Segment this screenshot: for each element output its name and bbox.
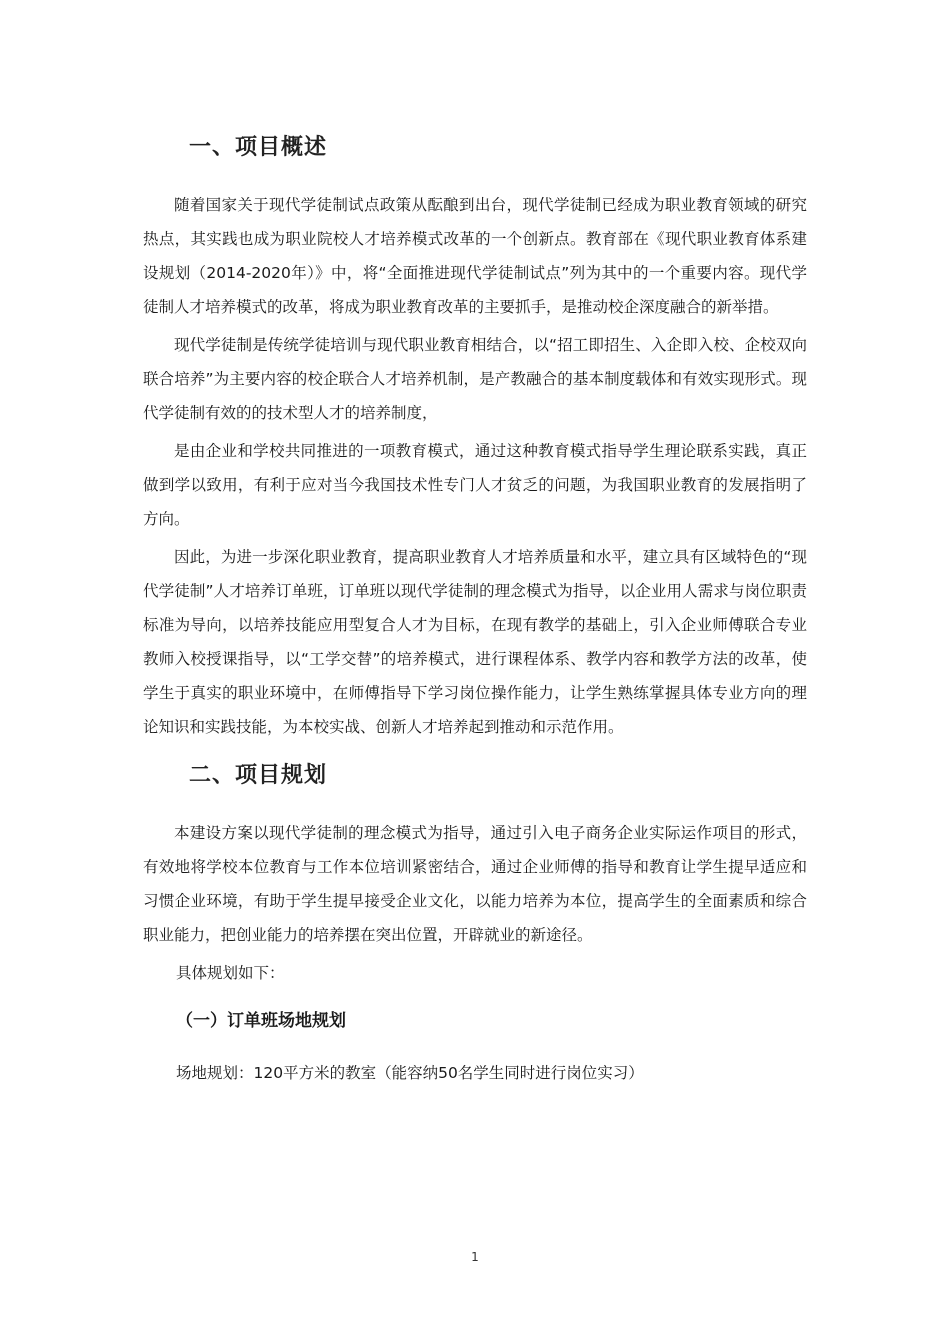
section-1-title: 一、项目概述 bbox=[189, 135, 328, 160]
section-2-title: 二、项目规划 bbox=[189, 763, 328, 788]
section-1-paragraph-1: 随着国家关于现代学徒制试点政策从酝酿到出台，现代学徒制已经成为职业教育领域的研究热点，其实践也成为职业院校人才培养模式改革的一个创新点。教育部在《现代职业教育体系建设规划（2014-2020年）》中，将“全面推进现代学徒制试点”列为其中的一个重要内容。现代学徒制人才培养模式的改革，将成为职业教育改革的主要抓手，是推动校企深度融合的新举措。 bbox=[143, 196, 807, 316]
section-1-paragraph-2: 现代学徒制是传统学徒培训与现代职业教育相结合，以“招工即招生、入企即入校、企校双向联合培养”为主要内容的校企联合人才培养机制，是产教融合的基本制度载体和有效实现形式。现代学徒制有效的的技术型人才的培养制度， bbox=[143, 336, 807, 422]
section-2-intro: 本建设方案以现代学徒制的理念模式为指导，通过引入电子商务企业实际运作项目的形式，有效地将学校本位教育与工作本位培训紧密结合，通过企业师傅的指导和教育让学生提早适应和习惯企业环境，有助于学生提早接受企业文化，以能力培养为本位，提高学生的全面素质和综合职业能力，把创业能力的培养摆在突出位置，开辟就业的新途径。 bbox=[143, 824, 807, 944]
section-1-paragraph-4: 因此，为进一步深化职业教育，提高职业教育人才培养质量和水平，建立具有区域特色的“现代学徒制”人才培养订单班，订单班以现代学徒制的理念模式为指导，以企业用人需求与岗位职责标准为导向，以培养技能应用型复合人才为目标，在现有教学的基础上，引入企业师傅联合专业教师入校授课指导，以“工学交替”的培养模式，进行课程体系、教学内容和教学方法的改革，使学生于真实的职业环境中，在师傅指导下学习岗位操作能力，让学生熟练掌握具体专业方向的理论知识和实践技能，为本校实战、创新人才培养起到推动和示范作用。 bbox=[143, 548, 807, 736]
document-body bbox=[143, 128, 807, 1090]
section-1-paragraph-3: 是由企业和学校共同推进的一项教育模式，通过这种教育模式指导学生理论联系实践，真正做到学以致用，有利于应对当今我国技术性专门人才贫乏的问题，为我国职业教育的发展指明了方向。 bbox=[143, 442, 807, 528]
section-2-lead: 具体规划如下： bbox=[176, 964, 285, 982]
subsection-1-title: （一）订单班场地规划 bbox=[176, 1011, 346, 1031]
venue-plan-line: 场地规划：120平方米的教室（能容纳50名学生同时进行岗位实习） bbox=[176, 1064, 644, 1082]
page-number: 1 bbox=[471, 1250, 479, 1264]
